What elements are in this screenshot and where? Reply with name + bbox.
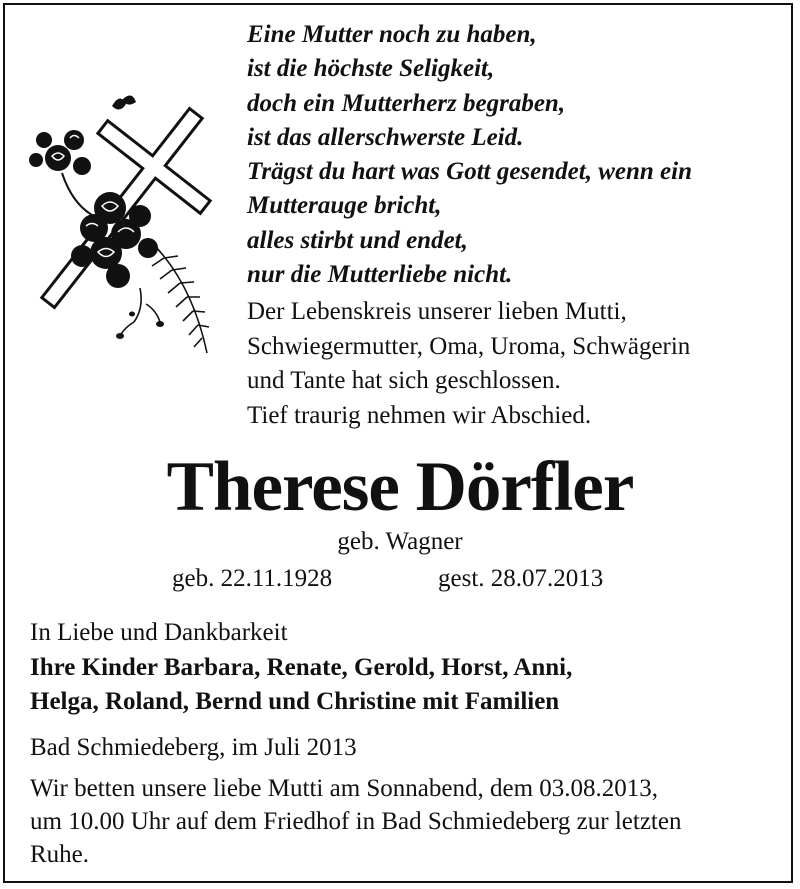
intro-line: Tief traurig nehmen wir Abschied. — [247, 401, 592, 429]
maiden-name: geb. Wagner — [337, 528, 463, 555]
birth-date: geb. 22.11.1928 — [172, 565, 333, 592]
poem-line: ist das allerschwerste Leid. — [247, 123, 524, 151]
funeral-line: Ruhe. — [30, 841, 90, 868]
intro-text — [247, 295, 690, 433]
poem-line: Eine Mutter noch zu haben, — [247, 21, 537, 48]
family-line: Helga, Roland, Bernd und Christine mit Familien — [30, 687, 560, 715]
funeral-line: Wir betten unsere liebe Mutti am Sonnabend, dem 03.08.2013, — [30, 775, 659, 802]
closing-phrase: In Liebe und Dankbarkeit — [30, 619, 288, 646]
poem-line: doch ein Mutterherz begraben, — [247, 89, 566, 117]
poem-line: alles stirbt und endet, — [247, 226, 468, 254]
death-date: gest. 28.07.2013 — [438, 565, 604, 592]
deceased-name: Therese Dörfler — [166, 448, 634, 526]
poem-line: Trägst du hart was Gott gesendet, wenn ein — [247, 158, 692, 186]
funeral-line: um 10.00 Uhr auf dem Friedhof in Bad Schmiedeberg zur letzten — [30, 808, 682, 835]
family-signature — [30, 651, 572, 718]
poem-line: Mutterauge bricht, — [247, 192, 442, 220]
intro-line: Schwiegermutter, Oma, Uroma, Schwägerin — [247, 332, 691, 360]
intro-line: Der Lebenskreis unserer lieben Mutti, — [247, 298, 627, 325]
funeral-info — [30, 772, 681, 871]
place-date: Bad Schmiedeberg, im Juli 2013 — [30, 734, 357, 761]
poem-line: nur die Mutterliebe nicht. — [247, 261, 513, 289]
intro-line: und Tante hat sich geschlossen. — [247, 367, 561, 394]
cross-with-roses-icon — [22, 78, 227, 363]
poem — [247, 18, 692, 292]
poem-line: ist die höchste Seligkeit, — [247, 55, 495, 83]
family-line: Ihre Kinder Barbara, Renate, Gerold, Horst, Anni, — [30, 654, 573, 681]
